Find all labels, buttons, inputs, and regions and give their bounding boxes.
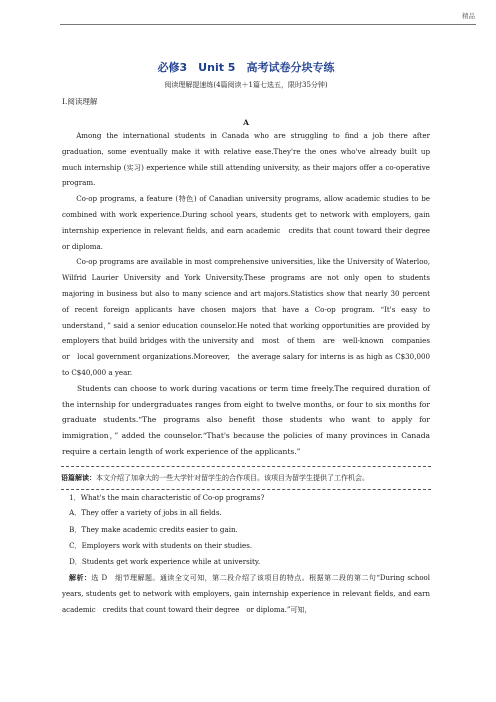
section-heading: Ⅰ.阅读理解 [62, 97, 98, 106]
answer-option: A．They offer a variety of jobs in all fields. [69, 508, 222, 518]
answer-option: B．They make academic credits easier to gain. [69, 524, 238, 534]
passage-paragraph: Students can choose to work during vacations or term time freely.The required duration of the internship for undergraduates ranges from eight to twelve months, or four to six months for graduate students.“The programs also benefit those students who want to apply for immigration，” added the counselor.“That's because the policies of many provinces in Canada require a certain length of work experience of the applicants.” [62, 383, 430, 456]
passage-paragraph: Co-op programs, a feature (特色) of Canadian university programs, allow academic studies to be combined with work experience.During school years, students get to network with employers, gain internship experience in relevant fields, and earn academic credits that count toward their degree or diploma. [62, 194, 438, 251]
passage-paragraph: Co-op programs are available in most comprehensive universities, like the University of Waterloo, Wilfrid Laurier University and York University.These programs are not only open to students majoring in business but also to many science and art majors.Statistics show that nearly 30 percent of recent foreign applicants have chosen majors that have a Co-op program. “It's easy to understand，” said a senior education counselor.He noted that working opportunities are provided by employers that build bridges with the university and most of them are well-known companies or local government organizations.Moreover, the average salary for interns is as high as C$30,000 to C$40,000 a year. [62, 257, 438, 377]
document-title: 必修3 Unit 5 高考试卷分块专练 [157, 61, 335, 74]
answer-option: C．Employers work with students on their studies. [69, 540, 253, 550]
document-subtitle: 阅读理解提速练(4篇阅读＋1篇七选五，限时35分钟) [164, 81, 328, 89]
header-divider [60, 24, 476, 25]
solution-text: 选 D 细节理解题。通读全文可知，第二段介绍了该项目的特点。根据第二段的第二句“During school years, students get to network with employers, gain internship experience in relevant fields, and earn academic credits that count toward their degree or diploma.”可知， [62, 574, 431, 614]
passage-analysis-box [61, 466, 431, 490]
question-stem: 1．What's the main characteristic of Co-op programs? [69, 492, 265, 502]
solution-explanation [62, 570, 430, 618]
document-body [61, 60, 438, 619]
page-label: 精品 [462, 12, 475, 20]
passage-paragraph: Among the international students in Canada who are struggling to find a job there after graduation, some eventually make it with relative ease.They're the ones who've already built up much internship (实习) experience while still attending university, as their majors offer a co-operative program. [62, 131, 430, 188]
passage-label: A [243, 118, 249, 127]
answer-option: D．Students get work experience while at university. [69, 556, 261, 566]
solution-label: 解析： [69, 573, 92, 583]
analysis-label: 语篇解读： [61, 472, 96, 482]
analysis-text: 本文介绍了加拿大的一些大学针对留学生的合作项目。该项目为留学生提供了工作机会。 [96, 473, 369, 482]
